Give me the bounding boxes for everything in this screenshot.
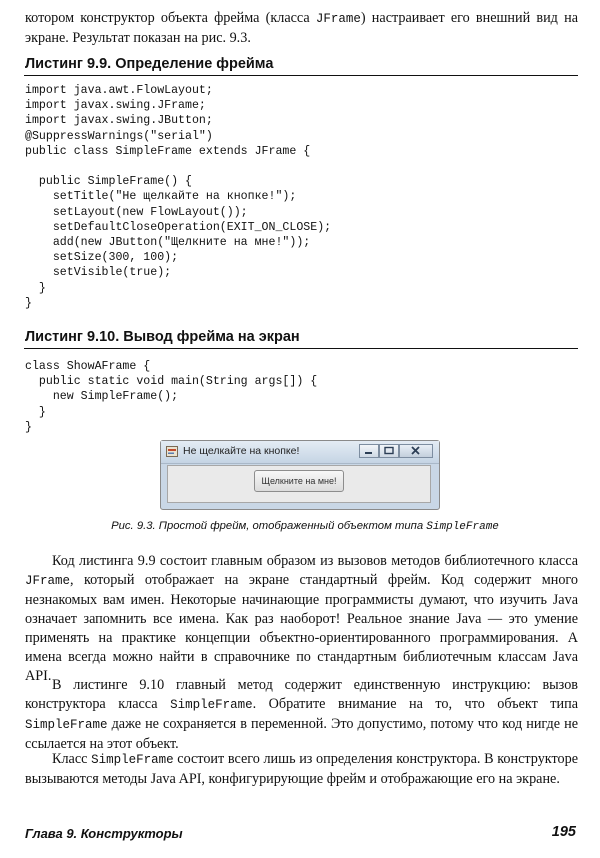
listing-9-10-rule	[24, 348, 578, 349]
intro-text-a: котором конструктор объекта фрейма (класса	[25, 10, 316, 26]
paragraph-2-text-c: даже не сохраняется в переменной. Это допустимо, потому что код нигде не ссылается на этот объект.	[25, 716, 578, 752]
minimize-button[interactable]	[359, 444, 379, 458]
paragraph-1-text-a: Код листинга 9.9 состоит главным образом из вызовов методов библиотечного класса	[52, 553, 578, 569]
paragraph-1	[25, 552, 578, 686]
listing-9-10-code: class ShowAFrame { public static void main(String args[]) { new SimpleFrame(); } }	[25, 360, 318, 434]
maximize-icon	[380, 445, 398, 457]
figure-caption-text: Рис. 9.3. Простой фрейм, отображенный объектом типа	[111, 520, 427, 532]
intro-paragraph	[25, 9, 578, 48]
paragraph-2-text-b: . Обратите внимание на то, что объект типа	[252, 696, 578, 712]
paragraph-2-code-2: SimpleFrame	[25, 718, 108, 732]
close-icon	[400, 445, 432, 457]
paragraph-2-text-a: В листинге 9.10 главный метод содержит единственную инструкцию: вызов конструктора класса	[25, 677, 578, 712]
intro-text-b: ) настраивает его внешний вид на экране. Результат показан на рис. 9.3.	[25, 10, 578, 46]
paragraph-2-code-1: SimpleFrame	[170, 698, 253, 712]
paragraph-3	[25, 750, 578, 789]
simple-frame-window	[160, 440, 440, 510]
figure-caption	[95, 520, 515, 533]
listing-9-10-title: Листинг 9.10. Вывод фрейма на экран	[25, 329, 300, 345]
minimize-icon	[360, 445, 378, 457]
window-title: Не щелкайте на кнопке!	[183, 445, 300, 457]
intro-code-jframe: JFrame	[315, 12, 361, 26]
paragraph-1-text-b: , который отображает на экране стандартный фрейм. Код содержит много незнакомых вам имен. Некоторые начинающие программисты думают, что изучить Java означает запомнить все имена. Как раз наоборот! Реальное знание Java — это умение применять на практике концепции объектно-ориентированного программирования. А имена всегда можно найти в справочнике по стандартным библиотечным классам Java API.	[25, 572, 578, 684]
paragraph-3-text-b: состоит всего лишь из определения конструктора. В конструкторе вызываются методы Java API, конфигурирующие фрейм и отображающие его на экране.	[25, 751, 578, 787]
close-button[interactable]	[399, 444, 433, 458]
listing-9-9-rule	[24, 75, 578, 76]
paragraph-3-text-a: Класс	[52, 751, 92, 767]
window-titlebar	[161, 441, 439, 464]
paragraph-2	[25, 676, 578, 754]
window-content-pane	[167, 465, 431, 503]
paragraph-1-code: JFrame	[25, 574, 71, 588]
page-number: 195	[551, 824, 576, 840]
chapter-footer: Глава 9. Конструкторы	[25, 826, 183, 841]
figure-caption-code: SimpleFrame	[426, 521, 499, 533]
maximize-button[interactable]	[379, 444, 399, 458]
listing-9-9-title: Листинг 9.9. Определение фрейма	[25, 56, 274, 72]
listing-9-9-code: import java.awt.FlowLayout; import javax.swing.JFrame; import javax.swing.JButton; @SuppressWarnings("serial") public class SimpleFrame extends JFrame { public SimpleFrame() { setTitle("Не щелкайте на кнопке!"); setLayout(new FlowLayout()); setDefaultCloseOperation(EXIT_ON_CLOSE); add(new JButton("Щелкните на мне!")); setSize(300, 100); setVisible(true); } }	[25, 84, 332, 310]
click-me-button[interactable]: Щелкните на мне!	[254, 470, 344, 492]
window-controls	[359, 444, 433, 458]
java-app-icon	[166, 446, 178, 457]
paragraph-3-code: SimpleFrame	[91, 753, 174, 767]
